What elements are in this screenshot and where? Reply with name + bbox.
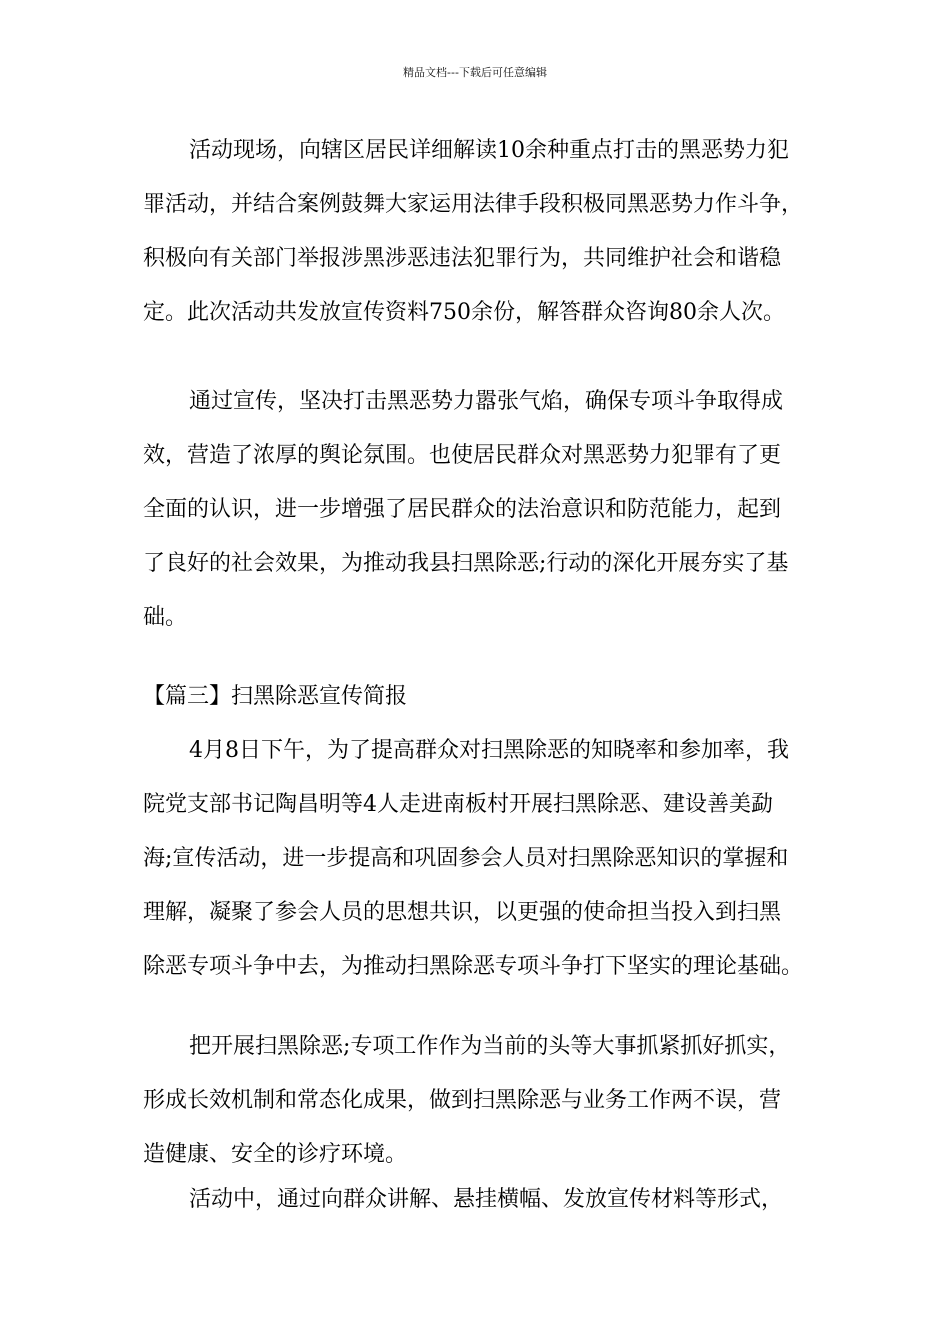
section-3 <box>143 670 815 994</box>
paragraph-line: 形成长效机制和常态化成果，做到扫黑除恶与业务工作两不误，营 <box>143 1088 782 1113</box>
paragraph-4 <box>143 1020 815 1182</box>
paragraph-line: 4月8日下午，为了提高群众对扫黑除恶的知晓率和参加率，我 <box>189 738 789 763</box>
paragraph-line: 了良好的社会效果，为推动我县扫黑除恶;行动的深化开展夯实了基 <box>143 551 789 576</box>
paragraph-line: 通过宣传，坚决打击黑恶势力嚣张气焰，确保专项斗争取得成 <box>189 389 784 414</box>
paragraph-line: 把开展扫黑除恶;专项工作作为当前的头等大事抓紧抓好抓实， <box>189 1034 791 1059</box>
paragraph-line: 效，营造了浓厚的舆论氛围。也使居民群众对黑恶势力犯罪有了更 <box>143 443 782 468</box>
paragraph-line: 定。此次活动共发放宣传资料750余份，解答群众咨询80余人次。 <box>143 300 785 325</box>
paragraph-line: 除恶专项斗争中去，为推动扫黑除恶专项斗争打下坚实的理论基础。 <box>143 954 804 979</box>
paragraph-5 <box>143 1173 815 1227</box>
paragraph-line: 积极向有关部门举报涉黑涉恶违法犯罪行为，共同维护社会和谐稳 <box>143 246 782 271</box>
page-header: 精品文档---下载后可任意编辑 <box>403 66 547 79</box>
paragraph-line: 海;宣传活动，进一步提高和巩固参会人员对扫黑除恶知识的掌握和 <box>143 846 789 871</box>
paragraph-line: 罪活动，并结合案例鼓舞大家运用法律手段积极同黑恶势力作斗争， <box>143 192 804 217</box>
paragraph-line: 造健康、安全的诊疗环境。 <box>143 1142 408 1167</box>
paragraph-line: 活动现场，向辖区居民详细解读10余种重点打击的黑恶势力犯 <box>189 138 789 163</box>
paragraph-2 <box>143 375 815 645</box>
paragraph-line: 活动中，通过向群众讲解、悬挂横幅、发放宣传材料等形式， <box>189 1187 784 1212</box>
paragraph-line: 院党支部书记陶昌明等4人走进南板村开展扫黑除恶、建设善美勐 <box>143 792 773 817</box>
section-heading: 【篇三】扫黑除恶宣传简报 <box>143 684 408 709</box>
paragraph-line: 全面的认识，进一步增强了居民群众的法治意识和防范能力，起到 <box>143 497 782 522</box>
paragraph-line: 础。 <box>143 605 188 630</box>
paragraph-1 <box>143 124 815 340</box>
paragraph-line: 理解，凝聚了参会人员的思想共识，以更强的使命担当投入到扫黑 <box>143 900 782 925</box>
